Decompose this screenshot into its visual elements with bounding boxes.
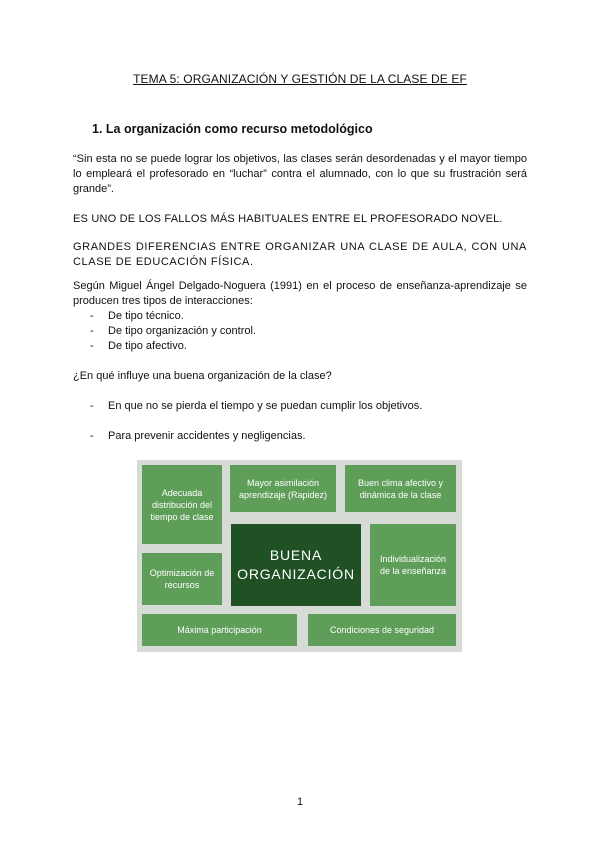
box-asimilacion: Mayor asimilación aprendizaje (Rapidez) bbox=[230, 465, 336, 512]
big-differences-paragraph: GRANDES DIFERENCIAS ENTRE ORGANIZAR UNA CLASE DE AULA, CON UNA CLASE DE EDUCACIÓN FÍSICA. bbox=[73, 241, 527, 268]
interaction-types-list bbox=[88, 309, 256, 354]
list-item: - De tipo afectivo. bbox=[88, 339, 256, 354]
organization-diagram bbox=[137, 460, 462, 652]
section-heading: 1. La organización como recurso metodológico bbox=[92, 122, 373, 136]
box-clima: Buen clima afectivo y dinámica de la clase bbox=[345, 465, 456, 512]
page-number: 1 bbox=[296, 796, 304, 808]
box-seguridad: Condiciones de seguridad bbox=[308, 614, 456, 646]
influences-list bbox=[88, 399, 422, 459]
segun-paragraph: Según Miguel Ángel Delgado-Noguera (1991) en el proceso de enseñanza-aprendizaje se producen tres tipos de interacciones: bbox=[73, 280, 527, 307]
list-item: - De tipo organización y control. bbox=[88, 324, 256, 339]
list-item: - En que no se pierda el tiempo y se puedan cumplir los objetivos. bbox=[88, 399, 422, 414]
list-item: - De tipo técnico. bbox=[88, 309, 256, 324]
common-failure-paragraph: ES UNO DE LOS FALLOS MÁS HABITUALES ENTRE EL PROFESORADO NOVEL. bbox=[73, 213, 503, 225]
box-participacion: Máxima participación bbox=[142, 614, 297, 646]
box-buena-organizacion: BUENA ORGANIZACIÓN bbox=[231, 524, 361, 606]
list-item: - Para prevenir accidentes y negligencias. bbox=[88, 429, 422, 444]
quote-paragraph: “Sin esta no se puede lograr los objetivos, las clases serán desordenadas y el mayor tiempo lo empleará el profesorado en “luchar” contra el alumnado, con lo que su frustración será grande”. bbox=[73, 153, 527, 195]
box-optimizacion: Optimización de recursos bbox=[142, 553, 222, 605]
page-title: TEMA 5: ORGANIZACIÓN Y GESTIÓN DE LA CLASE DE EF bbox=[133, 72, 467, 86]
question-paragraph: ¿En qué influye una buena organización de la clase? bbox=[73, 370, 332, 382]
box-adecuada: Adecuada distribución del tiempo de clase bbox=[142, 465, 222, 544]
box-individualizacion: Individualización de la enseñanza bbox=[370, 524, 456, 606]
